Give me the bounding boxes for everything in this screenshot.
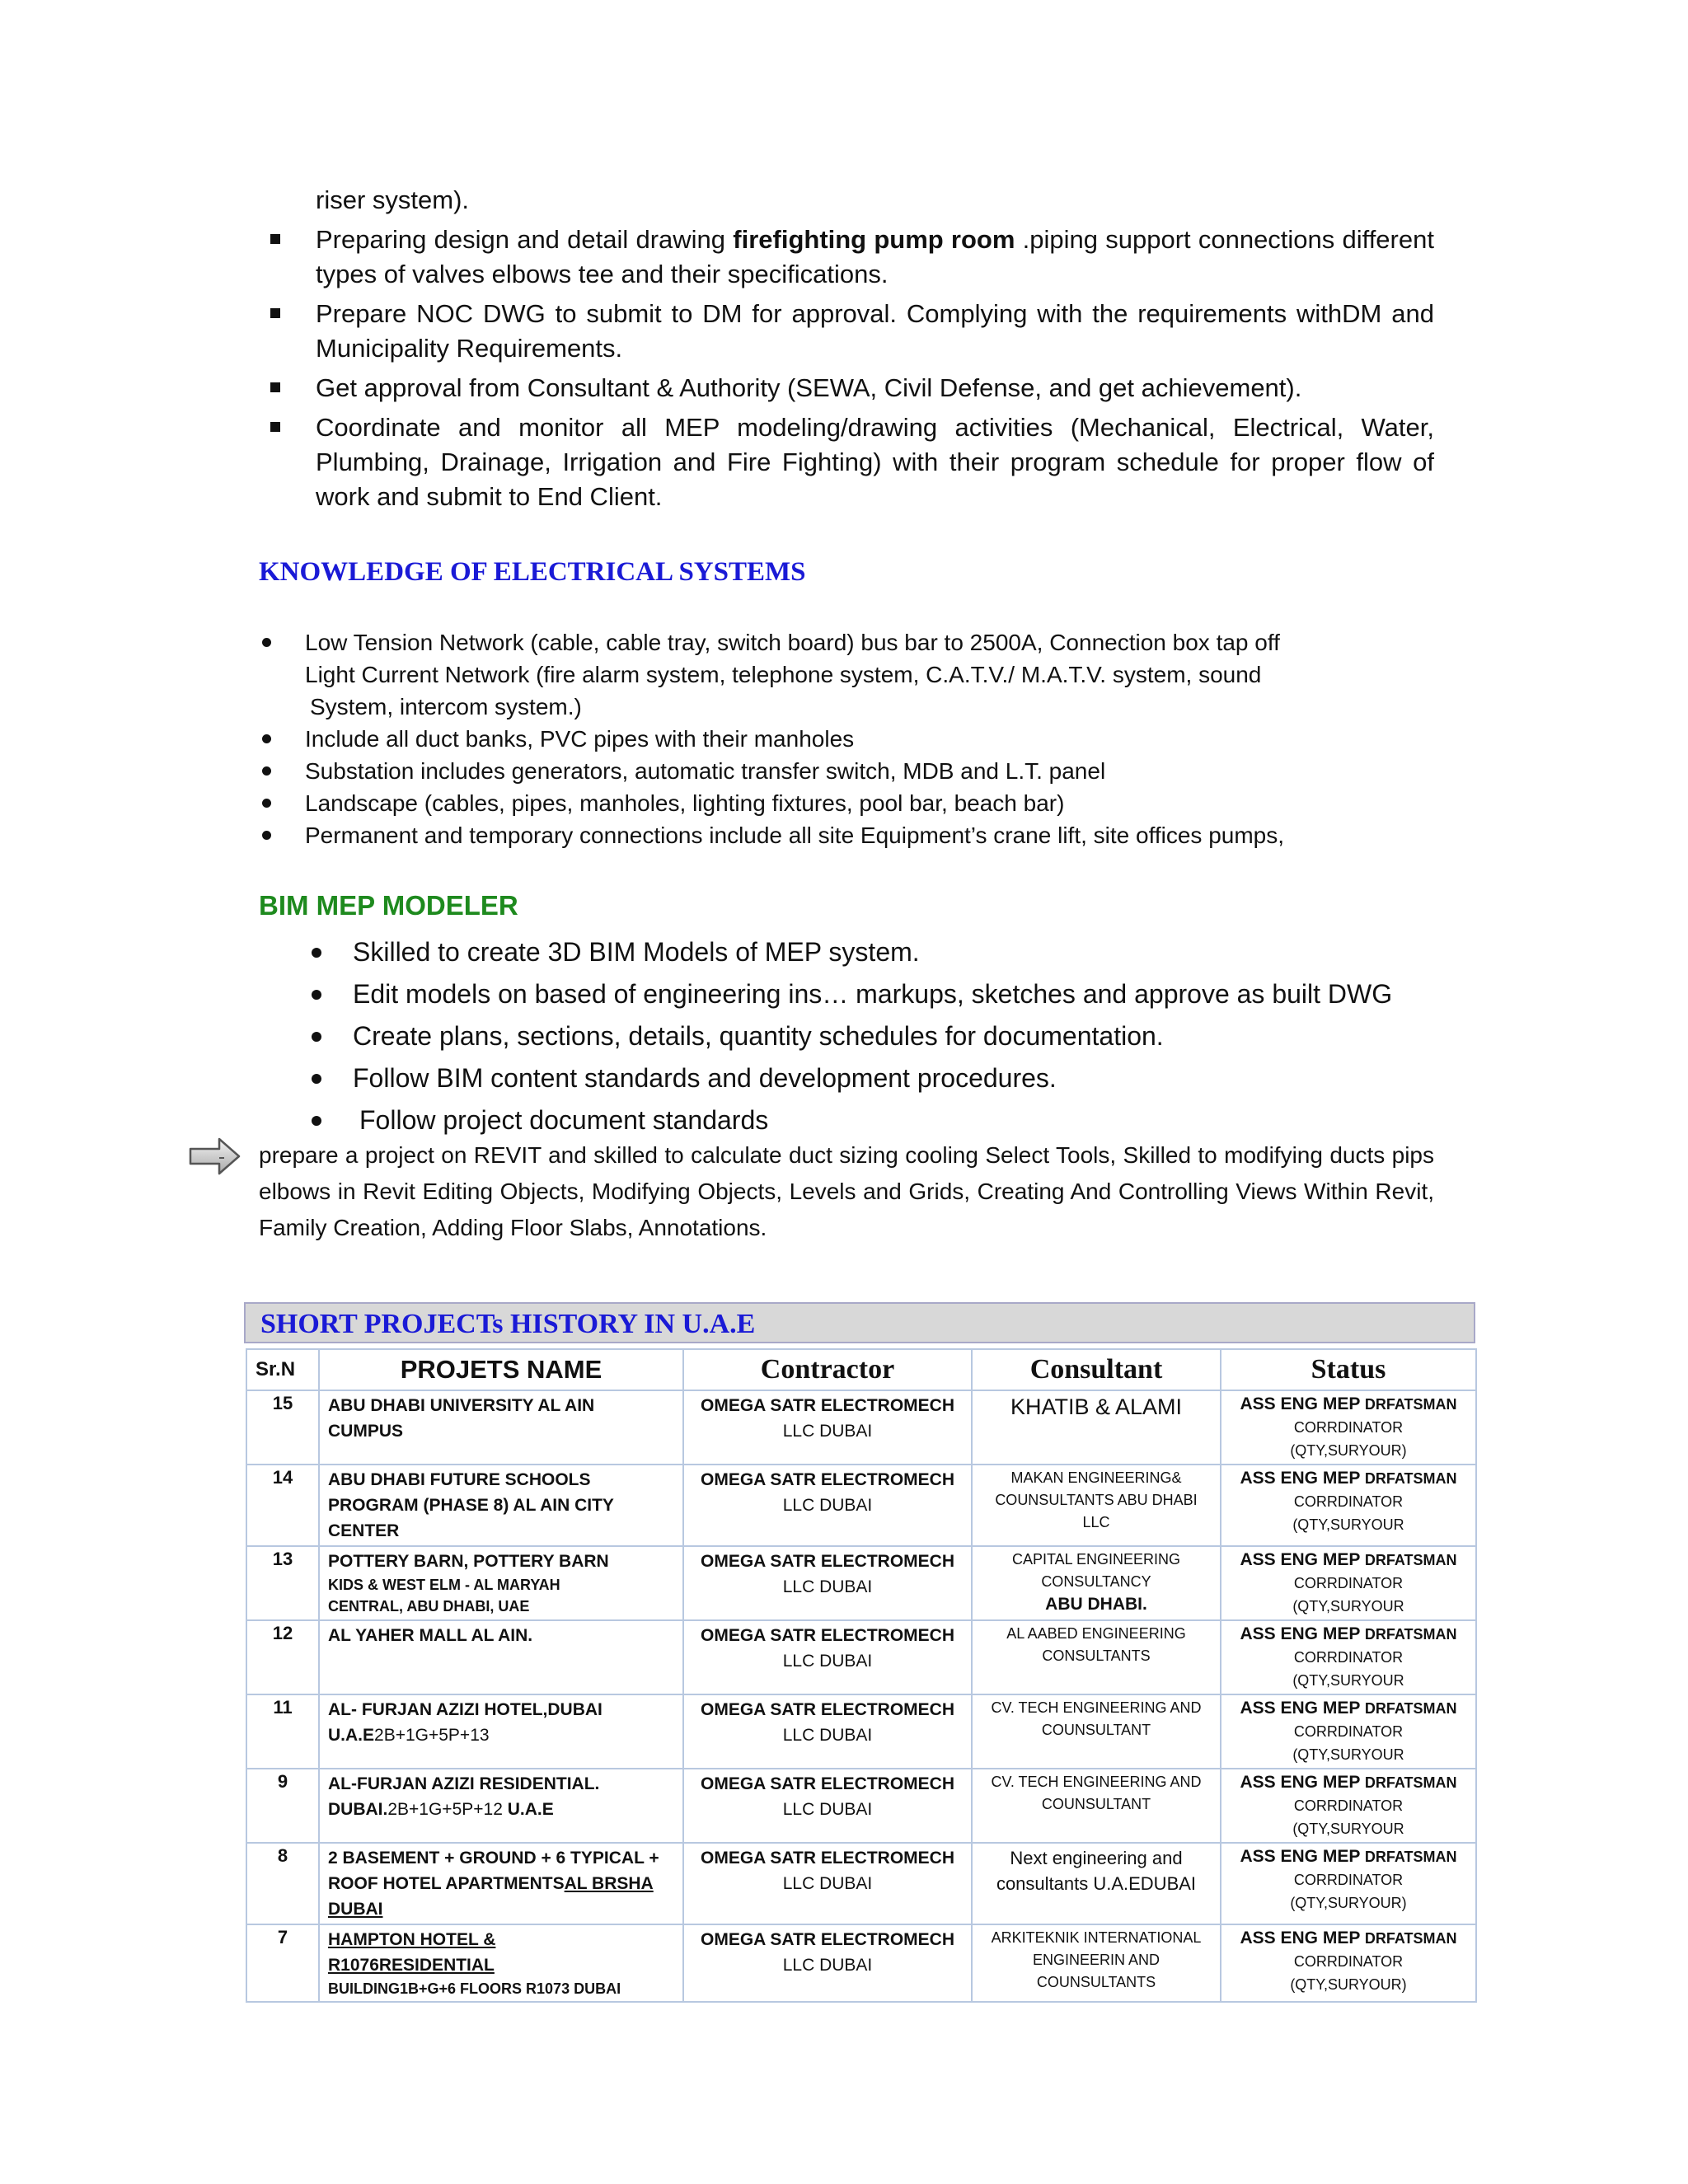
- cell-contractor: [683, 1924, 972, 2002]
- revit-paragraph: prepare a project on REVIT and skilled to calculate duct sizing cooling Select Tools, Skilled to modifying ducts pips elbows in Revit Editing Objects, Modifying Objects, Levels and Grids, Creating And Controlling Views Within Revit, Family Creation, Adding Floor Slabs, Annotations.: [259, 1142, 1434, 1240]
- project-name: HAMPTON HOTEL &: [328, 1930, 496, 1949]
- list-item: [259, 787, 1380, 819]
- status-role-2: DRFATSMAN: [1364, 1849, 1457, 1865]
- cell-consultant: KHATIB & ALAMI: [972, 1390, 1221, 1465]
- projects-table: [246, 1348, 1477, 2003]
- project-name: R1076RESIDENTIAL: [328, 1956, 495, 1975]
- cell-name: [319, 1694, 683, 1769]
- cell-name: [319, 1924, 683, 2002]
- project-name: AL- FURJAN AZIZI HOTEL,DUBAI: [328, 1700, 603, 1719]
- list-item-text: Substation includes generators, automatic transfer switch, MDB and L.T. panel: [305, 758, 1106, 784]
- project-name: AL-FURJAN AZIZI RESIDENTIAL.: [328, 1774, 600, 1793]
- list-item-text: Low Tension Network (cable, cable tray, switch board) bus bar to 2500A, Connection box tap off: [305, 630, 1280, 655]
- list-item-bold-text: firefighting pump room: [733, 225, 1015, 254]
- header-status: Status: [1221, 1349, 1476, 1390]
- contractor-location: LLC DUBAI: [782, 1800, 873, 1819]
- status-line: (QTY,SURYOUR: [1292, 1746, 1404, 1763]
- status-role: ASS ENG MEP: [1240, 1699, 1365, 1718]
- status-role-2: DRFATSMAN: [1364, 1774, 1457, 1791]
- status-line: CORRDINATOR: [1293, 1575, 1404, 1591]
- contractor-name: OMEGA SATR ELECTROMECH: [701, 1396, 954, 1415]
- contractor-location: LLC DUBAI: [782, 1956, 873, 1975]
- bim-list: [305, 931, 1426, 1141]
- section-title-bim: BIM MEP MODELER: [259, 890, 518, 921]
- contractor-name: OMEGA SATR ELECTROMECH: [701, 1552, 954, 1571]
- contractor-name: OMEGA SATR ELECTROMECH: [701, 1774, 954, 1793]
- status-line: CORRDINATOR: [1293, 1419, 1404, 1436]
- list-item: [305, 973, 1426, 1015]
- cell-status: [1221, 1620, 1476, 1694]
- cell-contractor: [683, 1694, 972, 1769]
- status-role-2: DRFATSMAN: [1364, 1626, 1457, 1643]
- table-row: [246, 1390, 1476, 1465]
- list-item-text: Follow BIM content standards and development procedures.: [353, 1063, 1057, 1093]
- contractor-name: OMEGA SATR ELECTROMECH: [701, 1470, 954, 1489]
- responsibilities-list: [264, 183, 1434, 519]
- status-role: ASS ENG MEP: [1240, 1847, 1365, 1866]
- round-bullet-icon: [312, 1032, 321, 1042]
- status-role-2: DRFATSMAN: [1364, 1700, 1457, 1717]
- list-item-text: Preparing design and detail drawing: [316, 225, 734, 254]
- consultant-line: CAPITAL ENGINEERING: [1011, 1551, 1181, 1568]
- round-bullet-icon: [262, 799, 271, 808]
- project-location: AL BRSHA DUBAI: [328, 1874, 654, 1919]
- cell-status: [1221, 1843, 1476, 1924]
- cell-sr: 11: [246, 1694, 319, 1769]
- cell-sr: 13: [246, 1546, 319, 1620]
- round-bullet-icon: [312, 1116, 321, 1126]
- status-line: (QTY,SURYOUR: [1292, 1598, 1404, 1615]
- square-bullet-icon: [270, 234, 280, 244]
- cell-sr: 8: [246, 1843, 319, 1924]
- consultant-line: ABU DHABI.: [1045, 1595, 1147, 1614]
- list-continuation: riser system).: [316, 185, 469, 214]
- list-item: [305, 1015, 1426, 1057]
- cell-sr: 15: [246, 1390, 319, 1465]
- status-line: (QTY,SURYOUR): [1290, 1895, 1407, 1911]
- projects-title: SHORT PROJECTs HISTORY IN U.A.E: [260, 1309, 756, 1339]
- cell-contractor: [683, 1465, 972, 1546]
- list-item: [305, 931, 1426, 973]
- list-item: [259, 626, 1380, 658]
- contractor-name: OMEGA SATR ELECTROMECH: [701, 1700, 954, 1719]
- project-name-detail: BUILDING1B+G+6 FLOORS R1073 DUBAI: [328, 1980, 621, 1997]
- round-bullet-icon: [312, 990, 321, 1000]
- cell-sr: 12: [246, 1620, 319, 1694]
- list-item-text: .piping support connections different types of valves elbows tee and their specifications.: [316, 225, 1434, 288]
- status-line: CORRDINATOR: [1293, 1723, 1404, 1740]
- list-item: [305, 1057, 1426, 1099]
- round-bullet-icon: [312, 1074, 321, 1084]
- cell-name: [319, 1546, 683, 1620]
- cell-name: [319, 1843, 683, 1924]
- table-header-row: [246, 1349, 1476, 1390]
- status-line: CORRDINATOR: [1293, 1797, 1404, 1814]
- contractor-location: LLC DUBAI: [782, 1652, 873, 1671]
- project-name: POTTERY BARN, POTTERY BARN: [328, 1552, 609, 1571]
- contractor-location: LLC DUBAI: [782, 1422, 873, 1441]
- status-role: ASS ENG MEP: [1240, 1550, 1365, 1569]
- list-item-text: Skilled to create 3D BIM Models of MEP system.: [353, 937, 920, 967]
- project-name-detail: CENTRAL, ABU DHABI, UAE: [328, 1598, 530, 1615]
- status-line: (QTY,SURYOUR): [1290, 1976, 1407, 1993]
- cell-sr: 9: [246, 1769, 319, 1843]
- list-item-continuation: Light Current Network (fire alarm system, telephone system, C.A.T.V./ M.A.T.V. system, sound: [305, 662, 1262, 687]
- cell-contractor: [683, 1620, 972, 1694]
- consultant-line: AL AABED ENGINEERING: [1006, 1625, 1186, 1642]
- list-item: [264, 371, 1434, 405]
- list-item-text: Prepare NOC DWG to submit to DM for approval. Complying with the requirements withDM and Municipality Requirements.: [316, 299, 1434, 363]
- cell-name: AL YAHER MALL AL AIN.: [319, 1620, 683, 1694]
- project-floors: 2B+1G+5P+13: [374, 1726, 490, 1745]
- project-location: U.A.E: [328, 1726, 375, 1745]
- cell-consultant: CV. TECH ENGINEERING AND COUNSULTANT: [972, 1769, 1221, 1843]
- list-item-text: Create plans, sections, details, quantity schedules for documentation.: [353, 1021, 1164, 1051]
- table-row: [246, 1924, 1476, 2002]
- cell-status: [1221, 1390, 1476, 1465]
- square-bullet-icon: [270, 422, 280, 432]
- status-line: CORRDINATOR: [1293, 1493, 1404, 1510]
- round-bullet-icon: [262, 831, 271, 840]
- status-line: (QTY,SURYOUR): [1290, 1442, 1407, 1459]
- list-item-text: Get approval from Consultant & Authority (SEWA, Civil Defense, and get achievement).: [316, 373, 1302, 402]
- status-line: (QTY,SURYOUR: [1292, 1821, 1404, 1837]
- header-sr: Sr.N: [246, 1349, 319, 1390]
- cell-consultant: MAKAN ENGINEERING& COUNSULTANTS ABU DHABI LLC: [972, 1465, 1221, 1546]
- header-name: PROJETS NAME: [319, 1349, 683, 1390]
- project-country: U.A.E: [507, 1800, 554, 1819]
- cell-status: [1221, 1924, 1476, 2002]
- list-item: [264, 297, 1434, 366]
- status-role: ASS ENG MEP: [1240, 1929, 1365, 1947]
- header-consultant: Consultant: [972, 1349, 1221, 1390]
- cell-consultant: [972, 1546, 1221, 1620]
- cell-sr: 14: [246, 1465, 319, 1546]
- table-row: [246, 1465, 1476, 1546]
- square-bullet-icon: [270, 382, 280, 392]
- list-item-text: Include all duct banks, PVC pipes with their manholes: [305, 726, 855, 752]
- cell-consultant: CV. TECH ENGINEERING AND COUNSULTANT: [972, 1694, 1221, 1769]
- status-role-2: DRFATSMAN: [1364, 1470, 1457, 1487]
- status-line: (QTY,SURYOUR: [1292, 1672, 1404, 1689]
- list-item: [259, 755, 1380, 787]
- contractor-location: LLC DUBAI: [782, 1577, 873, 1596]
- round-bullet-icon: [262, 766, 271, 776]
- status-line: (QTY,SURYOUR: [1292, 1516, 1404, 1533]
- contractor-name: OMEGA SATR ELECTROMECH: [701, 1930, 954, 1949]
- round-bullet-icon: [312, 948, 321, 958]
- list-item-continuation: System, intercom system.): [310, 694, 582, 719]
- cell-consultant: [972, 1620, 1221, 1694]
- consultant-line: CONSULTANCY: [1041, 1573, 1151, 1590]
- table-row: [246, 1620, 1476, 1694]
- status-role: ASS ENG MEP: [1240, 1773, 1365, 1792]
- list-item-text: Follow project document standards: [359, 1105, 769, 1135]
- consultant-line: CONSULTANTS: [1042, 1647, 1151, 1664]
- status-line: CORRDINATOR: [1293, 1649, 1404, 1666]
- list-item: [259, 723, 1380, 755]
- contractor-name: OMEGA SATR ELECTROMECH: [701, 1849, 954, 1868]
- status-role: ASS ENG MEP: [1240, 1394, 1365, 1413]
- project-name-detail: KIDS & WEST ELM - AL MARYAH: [328, 1577, 560, 1593]
- status-role: ASS ENG MEP: [1240, 1469, 1365, 1488]
- list-item: [259, 819, 1380, 851]
- header-contractor: Contractor: [683, 1349, 972, 1390]
- list-item-text: Edit models on based of engineering ins… markups, sketches and approve as built DWG: [353, 979, 1393, 1009]
- arrow-right-icon: [188, 1136, 242, 1177]
- status-role: ASS ENG MEP: [1240, 1624, 1365, 1643]
- status-line: CORRDINATOR: [1293, 1872, 1404, 1888]
- electrical-list: [259, 626, 1380, 851]
- cell-name: ABU DHABI FUTURE SCHOOLS PROGRAM (PHASE 8) AL AIN CITY CENTER: [319, 1465, 683, 1546]
- status-role-2: DRFATSMAN: [1364, 1396, 1457, 1413]
- cell-consultant: ARKITEKNIK INTERNATIONAL ENGINEERIN AND COUNSULTANTS: [972, 1924, 1221, 2002]
- cell-contractor: [683, 1769, 972, 1843]
- list-item-text: Coordinate and monitor all MEP modeling/drawing activities (Mechanical, Electrical, Water, Plumbing, Drainage, Irrigation and Fire Fighting) with their program schedule for proper flow of work and submit to End Client.: [316, 413, 1434, 511]
- cell-contractor: [683, 1390, 972, 1465]
- project-floors: 2B+1G+5P+12: [387, 1800, 508, 1819]
- cell-status: [1221, 1769, 1476, 1843]
- status-line: CORRDINATOR: [1293, 1953, 1404, 1970]
- list-item-text: Landscape (cables, pipes, manholes, lighting fixtures, pool bar, beach bar): [305, 790, 1065, 816]
- contractor-location: LLC DUBAI: [782, 1874, 873, 1893]
- status-role-2: DRFATSMAN: [1364, 1552, 1457, 1568]
- contractor-location: LLC DUBAI: [782, 1496, 873, 1515]
- section-title-electrical: KNOWLEDGE OF ELECTRICAL SYSTEMS: [259, 557, 806, 587]
- table-row: [246, 1843, 1476, 1924]
- contractor-location: LLC DUBAI: [782, 1726, 873, 1745]
- project-name: 2 BASEMENT + GROUND + 6 TYPICAL + ROOF HOTEL APARTMENTS: [328, 1849, 659, 1893]
- list-item-text: Permanent and temporary connections include all site Equipment’s crane lift, site offices pumps,: [305, 823, 1285, 848]
- round-bullet-icon: [262, 638, 271, 647]
- list-item: [264, 410, 1434, 514]
- cell-sr: 7: [246, 1924, 319, 2002]
- list-item: [264, 223, 1434, 292]
- table-row: [246, 1546, 1476, 1620]
- cell-status: [1221, 1546, 1476, 1620]
- cell-status: [1221, 1465, 1476, 1546]
- cell-contractor: [683, 1546, 972, 1620]
- cell-consultant: Next engineering and consultants U.A.EDUBAI: [972, 1843, 1221, 1924]
- round-bullet-icon: [262, 734, 271, 743]
- list-item: [305, 1099, 1426, 1141]
- cell-status: [1221, 1694, 1476, 1769]
- cell-name: ABU DHABI UNIVERSITY AL AIN CUMPUS: [319, 1390, 683, 1465]
- projects-header-bar: [244, 1302, 1475, 1343]
- cell-name: [319, 1769, 683, 1843]
- project-location: DUBAI.: [328, 1800, 388, 1819]
- table-row: [246, 1694, 1476, 1769]
- contractor-name: OMEGA SATR ELECTROMECH: [701, 1626, 954, 1645]
- status-role-2: DRFATSMAN: [1364, 1930, 1457, 1947]
- cell-contractor: [683, 1843, 972, 1924]
- table-row: [246, 1769, 1476, 1843]
- square-bullet-icon: [270, 308, 280, 318]
